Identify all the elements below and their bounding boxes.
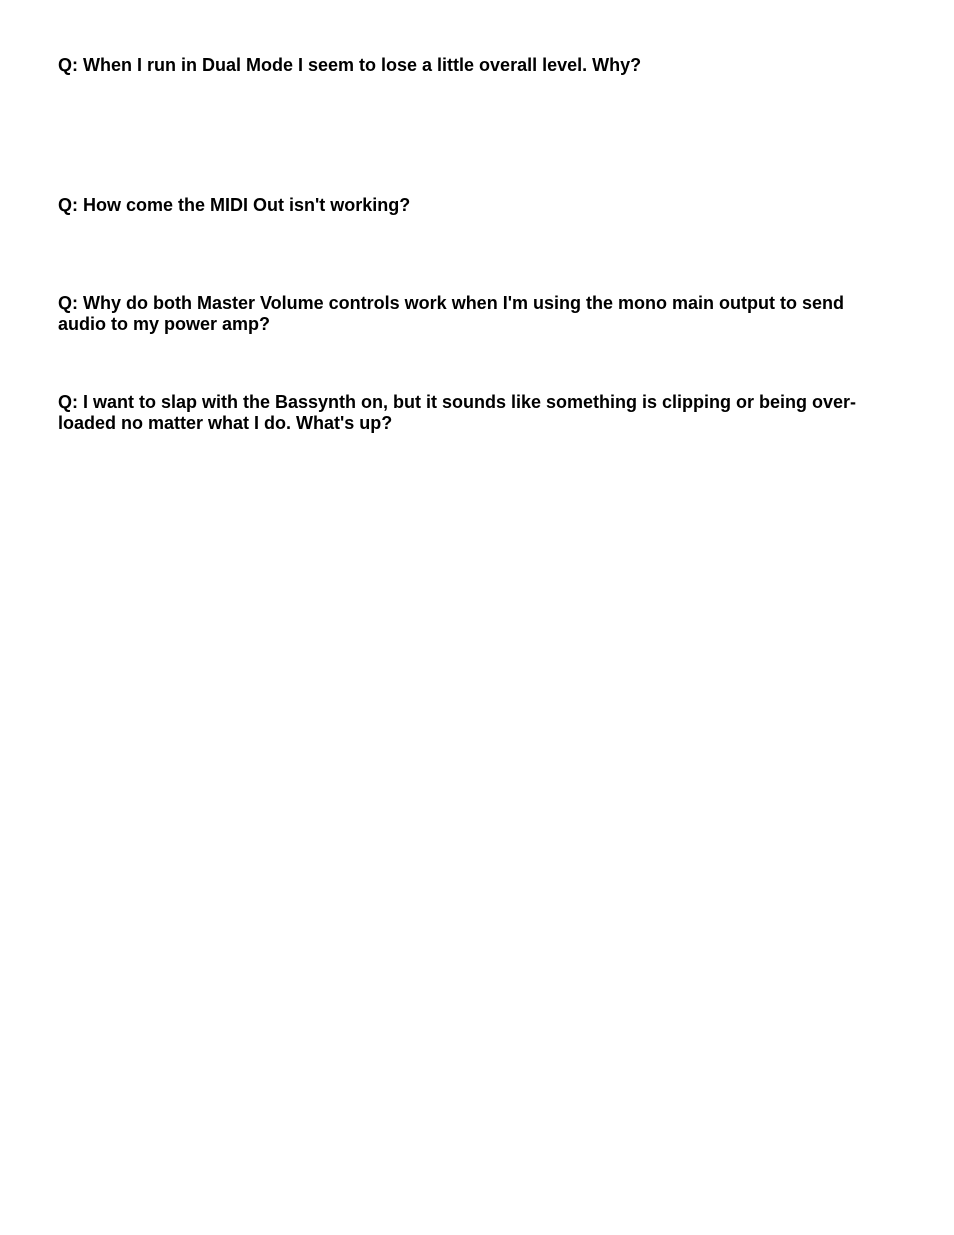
faq-question-midi-out: Q: How come the MIDI Out isn't working? <box>58 195 411 215</box>
faq-question-dual-mode: Q: When I run in Dual Mode I seem to lose a little overall level. Why? <box>58 55 642 75</box>
faq-question-slap-bassynth: Q: I want to slap with the Bassynth on, but it sounds like something is clipping or being over-loaded no matter what I do. What's up? <box>58 392 857 433</box>
faq-question-master-volume: Q: Why do both Master Volume controls work when I'm using the mono main output to send audio to my power amp? <box>58 293 844 334</box>
